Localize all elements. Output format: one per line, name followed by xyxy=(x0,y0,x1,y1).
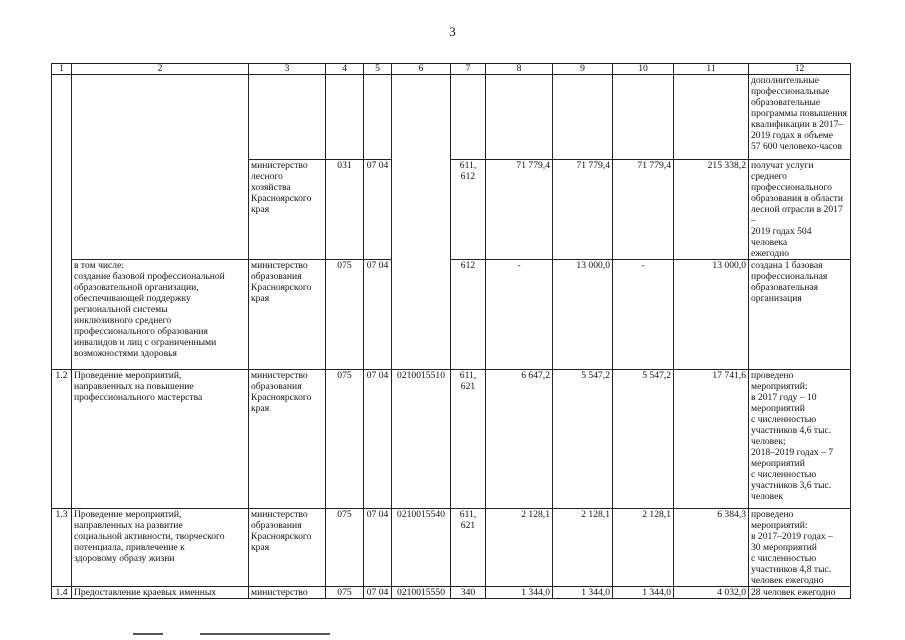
cell-2019 xyxy=(613,75,674,160)
cell-2017: - xyxy=(486,260,553,370)
column-header: 10 xyxy=(613,64,674,75)
cell-2018 xyxy=(553,75,613,160)
cell-rzpr: 07 04 xyxy=(364,260,392,370)
cell-name: Предоставление краевых именных xyxy=(72,587,249,599)
cell-num xyxy=(52,160,72,260)
cell-grbs: 031 xyxy=(326,160,364,260)
column-header: 12 xyxy=(749,64,851,75)
column-header: 4 xyxy=(326,64,364,75)
column-header: 1 xyxy=(52,64,72,75)
cell-num: 1.3 xyxy=(52,509,72,587)
cell-result: создана 1 базовая профессиональная образовательная организация xyxy=(749,260,851,370)
cell-grbs: 075 xyxy=(326,370,364,509)
column-header: 8 xyxy=(486,64,553,75)
cell-csr xyxy=(392,260,451,370)
cell-2018: 71 779,4 xyxy=(553,160,613,260)
cell-executor: министерство образования Красноярского края xyxy=(249,509,326,587)
cell-vr: 340 xyxy=(451,587,486,599)
cell-rzpr xyxy=(364,75,392,160)
cell-csr: 0210015510 xyxy=(392,370,451,509)
cell-executor: министерство лесного хозяйства Красноярского края xyxy=(249,160,326,260)
cell-total: 6 384,3 xyxy=(674,509,749,587)
program-table xyxy=(51,63,851,599)
cell-result: дополнительные профессиональные образовательные программы повышения квалификации в 2017– 2019 годах в объеме 57 600 человеко-часов xyxy=(749,75,851,160)
cell-grbs: 075 xyxy=(326,587,364,599)
cell-2019: 2 128,1 xyxy=(613,509,674,587)
cell-name: в том числе: создание базовой профессиональной образовательной организации, обеспечивающей поддержку региональной системы инклюзивного среднего профессионального образования инвалидов и лиц с ограниченными возможностями здоровья xyxy=(72,260,249,370)
cell-num: 1.4 xyxy=(52,587,72,599)
table-row xyxy=(52,160,851,260)
cell-result: 28 человек ежегодно xyxy=(749,587,851,599)
cell-num xyxy=(52,260,72,370)
column-header: 11 xyxy=(674,64,749,75)
cell-executor: министерство образования Красноярского края xyxy=(249,370,326,509)
page-number: 3 xyxy=(449,24,456,39)
cell-csr: 0210015550 xyxy=(392,587,451,599)
cell-name: Проведение мероприятий, направленных на повышение профессионального мастерства xyxy=(72,370,249,509)
column-header: 3 xyxy=(249,64,326,75)
cell-total xyxy=(674,75,749,160)
table-row xyxy=(52,260,851,370)
cell-2019: 5 547,2 xyxy=(613,370,674,509)
table-row xyxy=(52,370,851,509)
cell-rzpr: 07 04 xyxy=(364,160,392,260)
cell-rzpr: 07 04 xyxy=(364,587,392,599)
cell-2017: 6 647,2 xyxy=(486,370,553,509)
cell-csr xyxy=(392,160,451,260)
cell-csr xyxy=(392,75,451,160)
cell-2019: - xyxy=(613,260,674,370)
cell-result: проведено мероприятий: в 2017–2019 годах – 30 мероприятий с численностью участников 4,8 тыс. человек ежегодно xyxy=(749,509,851,587)
cell-2018: 2 128,1 xyxy=(553,509,613,587)
cell-name xyxy=(72,75,249,160)
cell-2018: 1 344,0 xyxy=(553,587,613,599)
cell-2017: 2 128,1 xyxy=(486,509,553,587)
cell-2017: 1 344,0 xyxy=(486,587,553,599)
table-row xyxy=(52,75,851,160)
cell-num: 1.2 xyxy=(52,370,72,509)
cell-rzpr: 07 04 xyxy=(364,509,392,587)
table-row xyxy=(52,587,851,599)
signature-mark xyxy=(133,633,163,635)
cell-name xyxy=(72,160,249,260)
cell-2017: 71 779,4 xyxy=(486,160,553,260)
cell-vr: 611, 621 xyxy=(451,370,486,509)
column-header: 6 xyxy=(392,64,451,75)
cell-total: 13 000,0 xyxy=(674,260,749,370)
cell-grbs: 075 xyxy=(326,509,364,587)
cell-2019: 71 779,4 xyxy=(613,160,674,260)
cell-2018: 13 000,0 xyxy=(553,260,613,370)
cell-result: проведено мероприятий: в 2017 году – 10 мероприятий с численностью участников 4,6 тыс. человек; 2018–2019 годах – 7 мероприятий с численностью участников 3,6 тыс. человек xyxy=(749,370,851,509)
cell-total: 17 741,6 xyxy=(674,370,749,509)
signature-mark xyxy=(200,633,330,635)
cell-executor xyxy=(249,75,326,160)
table-row xyxy=(52,509,851,587)
cell-grbs: 075 xyxy=(326,260,364,370)
cell-vr xyxy=(451,75,486,160)
cell-total: 4 032,0 xyxy=(674,587,749,599)
column-header: 5 xyxy=(364,64,392,75)
cell-executor: министерство xyxy=(249,587,326,599)
cell-rzpr: 07 04 xyxy=(364,370,392,509)
cell-grbs xyxy=(326,75,364,160)
cell-2018: 5 547,2 xyxy=(553,370,613,509)
cell-vr: 611, 621 xyxy=(451,509,486,587)
cell-vr: 612 xyxy=(451,260,486,370)
cell-result: получат услуги среднего профессионального образования в области лесной отрасли в 2017 – 2019 годах 504 человека ежегодно xyxy=(749,160,851,260)
cell-2017 xyxy=(486,75,553,160)
cell-name: Проведение мероприятий, направленных на развитие социальной активности, творческого потенциала, привлечение к здоровому образу жизни xyxy=(72,509,249,587)
column-header: 9 xyxy=(553,64,613,75)
cell-num xyxy=(52,75,72,160)
cell-executor: министерство образования Красноярского края xyxy=(249,260,326,370)
column-number-row xyxy=(52,64,851,75)
cell-vr: 611, 612 xyxy=(451,160,486,260)
cell-csr: 0210015540 xyxy=(392,509,451,587)
cell-total: 215 338,2 xyxy=(674,160,749,260)
column-header: 2 xyxy=(72,64,249,75)
column-header: 7 xyxy=(451,64,486,75)
cell-2019: 1 344,0 xyxy=(613,587,674,599)
